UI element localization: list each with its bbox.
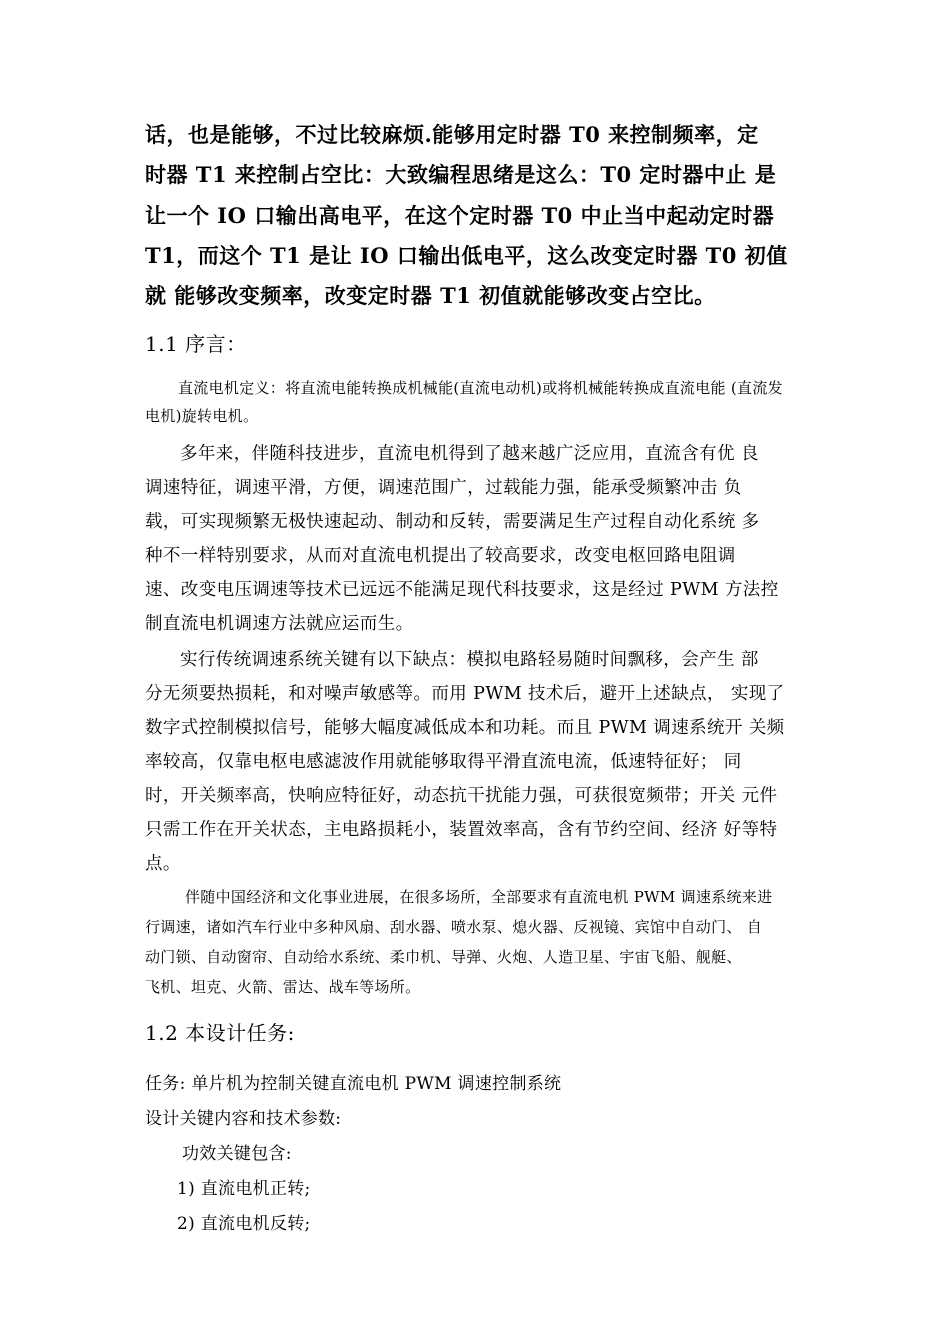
paragraph-line: 只需工作在开关状态，主电路损耗小，装置效率高，含有节约空间、经济 好等特: [145, 820, 778, 840]
paragraph-line: 种不一样特别要求，从而对直流电机提出了较高要求，改变电枢回路电阻调: [145, 546, 736, 566]
intro-line: 时器 T1 来控制占空比：大致编程思绪是这么：T0 定时器中止 是: [145, 162, 777, 187]
paragraph-line: 伴随中国经济和文化事业进展，在很多场所，全部要求有直流电机 PWM 调速系统来进: [185, 888, 773, 906]
paragraph-line: 多年来，伴随科技进步，直流电机得到了越来越广泛应用，直流含有优 良: [180, 444, 759, 464]
params-line: 设计关键内容和技术参数:: [145, 1109, 342, 1129]
paragraph-line: 率较高，仅靠电枢电感滤波作用就能够取得平滑直流电流，低速特征好； 同: [145, 752, 742, 772]
list-item: 2) 直流电机反转;: [177, 1214, 311, 1234]
paragraph-line: 速、改变电压调速等技术已远远不能满足现代科技要求，这是经过 PWM 方法控: [145, 580, 779, 600]
functions-label: 功效关键包含:: [182, 1144, 292, 1164]
paragraph-line: 飞机、坦克、火箭、雷达、战车等场所。: [145, 978, 421, 996]
paragraph-line: 动门锁、自动窗帘、自动给水系统、柔巾机、导弹、火炮、人造卫星、宇宙飞船、舰艇、: [145, 948, 742, 966]
definition-line: 电机)旋转电机。: [145, 407, 259, 425]
section-heading-1-2: 1.2 本设计任务:: [145, 1021, 295, 1045]
task-line: 任务: 单片机为控制关键直流电机 PWM 调速控制系统: [145, 1074, 562, 1094]
paragraph-line: 调速特征，调速平滑，方便，调速范围广，过载能力强，能承受频繁冲击 负: [145, 478, 742, 498]
intro-line: 让一个 IO 口输出高电平，在这个定时器 T0 中止当中起动定时器: [145, 203, 775, 228]
intro-line: 就 能够改变频率，改变定时器 T1 初值就能够改变占空比。: [145, 283, 716, 308]
intro-line: T1，而这个 T1 是让 IO 口输出低电平，这么改变定时器 T0 初值: [145, 243, 788, 268]
section-heading-1-1: 1.1 序言：: [145, 332, 247, 356]
paragraph-line: 时，开关频率高，快响应特征好，动态抗干扰能力强，可获很宽频带；开关 元件: [145, 786, 778, 806]
paragraph-line: 制直流电机调速方法就应运而生。: [145, 614, 414, 634]
paragraph-line: 分无须要热损耗，和对噪声敏感等。而用 PWM 技术后，避开上述缺点， 实现了: [145, 684, 785, 704]
definition-line: 直流电机定义：将直流电能转换成机械能(直流电动机)或将机械能转换成直流电能 (直流发: [178, 379, 783, 397]
paragraph-line: 点。: [145, 854, 181, 874]
paragraph-line: 载，可实现频繁无极快速起动、制动和反转，需要满足生产过程自动化系统 多: [145, 512, 760, 532]
list-item: 1) 直流电机正转;: [177, 1179, 311, 1199]
intro-line: 话，也是能够，不过比较麻烦.能够用定时器 T0 来控制频率，定: [145, 122, 759, 147]
paragraph-line: 行调速，诸如汽车行业中多种风扇、刮水器、喷水泵、熄火器、反视镜、宾馆中自动门、 自: [145, 918, 763, 936]
paragraph-line: 数字式控制模拟信号，能够大幅度减低成本和功耗。而且 PWM 调速系统开 关频: [145, 718, 785, 738]
paragraph-line: 实行传统调速系统关键有以下缺点：模拟电路轻易随时间飘移，会产生 部: [180, 650, 759, 670]
